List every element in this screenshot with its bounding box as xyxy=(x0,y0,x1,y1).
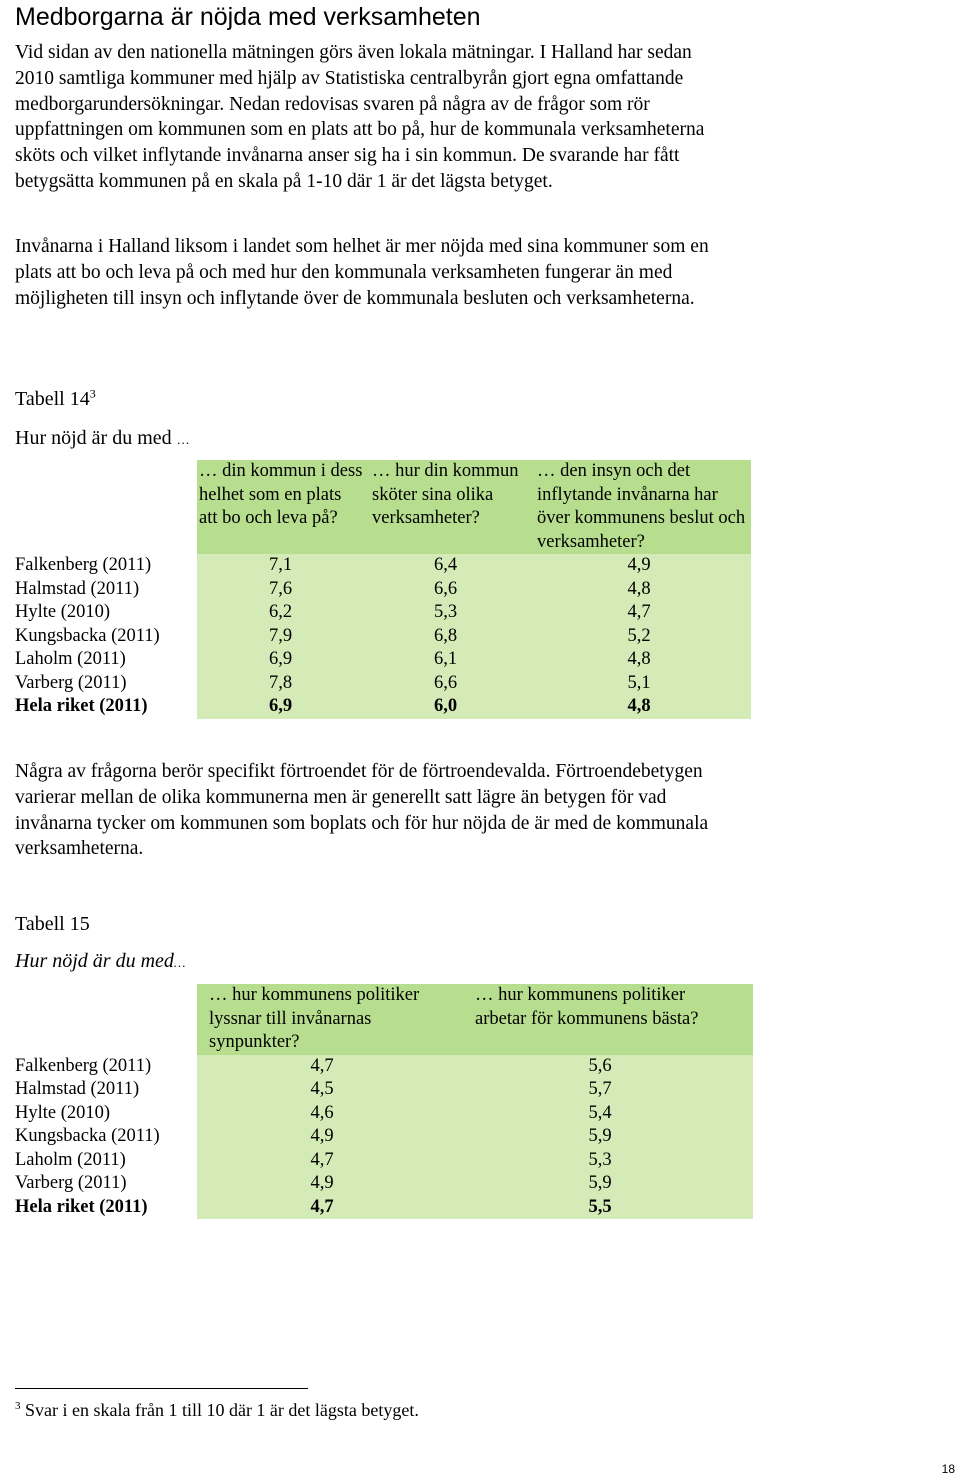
value-cell: 5,5 xyxy=(447,1196,753,1220)
table15-column-header: … hur kommunens politiker lyssnar till invånarnas synpunkter? xyxy=(197,984,447,1055)
table14-total-row xyxy=(15,695,751,719)
value-cell: 4,5 xyxy=(197,1078,447,1102)
table15 xyxy=(15,984,753,1219)
value-cell: 4,9 xyxy=(197,1125,447,1149)
row-label: Hela riket (2011) xyxy=(15,695,197,719)
value-cell: 5,3 xyxy=(447,1149,753,1173)
table15-row xyxy=(15,1149,753,1173)
value-cell: 4,7 xyxy=(197,1149,447,1173)
row-label: Halmstad (2011) xyxy=(15,578,197,602)
table14-caption xyxy=(15,387,96,411)
table15-subcaption xyxy=(15,949,185,975)
value-cell: 6,1 xyxy=(364,648,527,672)
table14-column-header: … din kommun i dess helhet som en plats att bo och leva på? xyxy=(197,460,364,554)
row-label: Falkenberg (2011) xyxy=(15,1055,197,1079)
table14-row xyxy=(15,625,751,649)
comparison-paragraph: Invånarna i Halland liksom i landet som helhet är mer nöjda med sina kommuner som en plats att bo och leva på och med hur den kommunala verksamheten fungerar än med möjligheten till insyn och inflytande över de kommunala besluten och verksamheterna. xyxy=(15,236,709,309)
table15-column-header: … hur kommunens politiker arbetar för kommunens bästa? xyxy=(447,984,753,1055)
table14-row xyxy=(15,601,751,625)
table14 xyxy=(15,460,751,719)
table14-caption-text: Tabell 14 xyxy=(15,388,90,410)
row-label: Kungsbacka (2011) xyxy=(15,625,197,649)
row-label: Varberg (2011) xyxy=(15,672,197,696)
value-cell: 4,7 xyxy=(197,1055,447,1079)
row-label: Kungsbacka (2011) xyxy=(15,1125,197,1149)
row-label: Falkenberg (2011) xyxy=(15,554,197,578)
value-cell: 6,6 xyxy=(364,578,527,602)
table15-subcaption-ellipsis: … xyxy=(173,955,186,970)
table15-total-row xyxy=(15,1196,753,1220)
value-cell: 6,6 xyxy=(364,672,527,696)
footnote-reference: 3 xyxy=(89,386,96,401)
row-label: Laholm (2011) xyxy=(15,1149,197,1173)
table14-subcaption-ellipsis: … xyxy=(176,432,190,447)
value-cell: 5,3 xyxy=(364,601,527,625)
table14-column-header: … hur din kommun sköter sina olika verksamheter? xyxy=(364,460,527,554)
value-cell: 6,9 xyxy=(197,648,364,672)
table14-subcaption xyxy=(15,426,190,452)
table15-row xyxy=(15,1172,753,1196)
page-heading: Medborgarna är nöjda med verksamheten xyxy=(15,3,481,31)
row-label: Laholm (2011) xyxy=(15,648,197,672)
value-cell: 6,8 xyxy=(364,625,527,649)
value-cell: 5,9 xyxy=(447,1125,753,1149)
value-cell: 5,1 xyxy=(527,672,751,696)
value-cell: 5,2 xyxy=(527,625,751,649)
value-cell: 5,6 xyxy=(447,1055,753,1079)
value-cell: 7,6 xyxy=(197,578,364,602)
value-cell: 6,9 xyxy=(197,695,364,719)
row-label: Hela riket (2011) xyxy=(15,1196,197,1220)
value-cell: 6,4 xyxy=(364,554,527,578)
table14-corner-cell xyxy=(15,460,197,554)
table14-row xyxy=(15,578,751,602)
value-cell: 4,9 xyxy=(197,1172,447,1196)
table15-row xyxy=(15,1078,753,1102)
value-cell: 4,8 xyxy=(527,578,751,602)
value-cell: 5,7 xyxy=(447,1078,753,1102)
table14-row xyxy=(15,554,751,578)
table14-row xyxy=(15,672,751,696)
value-cell: 7,1 xyxy=(197,554,364,578)
value-cell: 7,9 xyxy=(197,625,364,649)
value-cell: 4,7 xyxy=(527,601,751,625)
footnote-divider xyxy=(15,1388,308,1389)
table14-subcaption-text: Hur nöjd är du med xyxy=(15,427,172,449)
value-cell: 4,7 xyxy=(197,1196,447,1220)
value-cell: 6,2 xyxy=(197,601,364,625)
trust-paragraph: Några av frågorna berör specifikt förtroendet för de förtroendevalda. Förtroendebetygen varierar mellan de olika kommunerna men är generellt satt lägre än betygen för vad invånarna tycker om kommunen som boplats och för hur nöjda de är med de kommunala verksamheterna. xyxy=(15,761,709,860)
row-label: Varberg (2011) xyxy=(15,1172,197,1196)
table14-header-row xyxy=(15,460,751,554)
table15-subcaption-text: Hur nöjd är du med xyxy=(15,950,174,972)
value-cell: 4,8 xyxy=(527,695,751,719)
table14-row xyxy=(15,648,751,672)
value-cell: 4,8 xyxy=(527,648,751,672)
footnote-marker: 3 xyxy=(15,1400,21,1412)
footnote xyxy=(15,1398,419,1422)
page-number: 18 xyxy=(941,1462,955,1476)
table15-caption: Tabell 15 xyxy=(15,913,90,935)
row-label: Hylte (2010) xyxy=(15,1102,197,1126)
value-cell: 5,9 xyxy=(447,1172,753,1196)
row-label: Hylte (2010) xyxy=(15,601,197,625)
table15-row xyxy=(15,1125,753,1149)
row-label: Halmstad (2011) xyxy=(15,1078,197,1102)
value-cell: 4,9 xyxy=(527,554,751,578)
value-cell: 5,4 xyxy=(447,1102,753,1126)
value-cell: 7,8 xyxy=(197,672,364,696)
table15-header-row xyxy=(15,984,753,1055)
footnote-text: Svar i en skala från 1 till 10 där 1 är det lägsta betyget. xyxy=(25,1400,419,1420)
table14-column-header: … den insyn och det inflytande invånarna har över kommunens beslut och verksamheter? xyxy=(527,460,751,554)
intro-paragraph: Vid sidan av den nationella mätningen görs även lokala mätningar. I Halland har sedan 2010 samtliga kommuner med hjälp av Statistiska centralbyrån gjort egna omfattande medborgarundersökningar. Nedan redovisas svaren på några av de frågor som rör uppfattningen om kommunen som en plats att bo på, hur de kommunala verksamheterna sköts och vilket inflytande invånarna anser sig ha i sin kommun. De svarande har fått betygsätta kommunen på en skala på 1-10 där 1 är det lägsta betyget. xyxy=(15,42,705,192)
table15-row xyxy=(15,1102,753,1126)
table15-corner-cell xyxy=(15,984,197,1055)
table15-row xyxy=(15,1055,753,1079)
value-cell: 4,6 xyxy=(197,1102,447,1126)
value-cell: 6,0 xyxy=(364,695,527,719)
